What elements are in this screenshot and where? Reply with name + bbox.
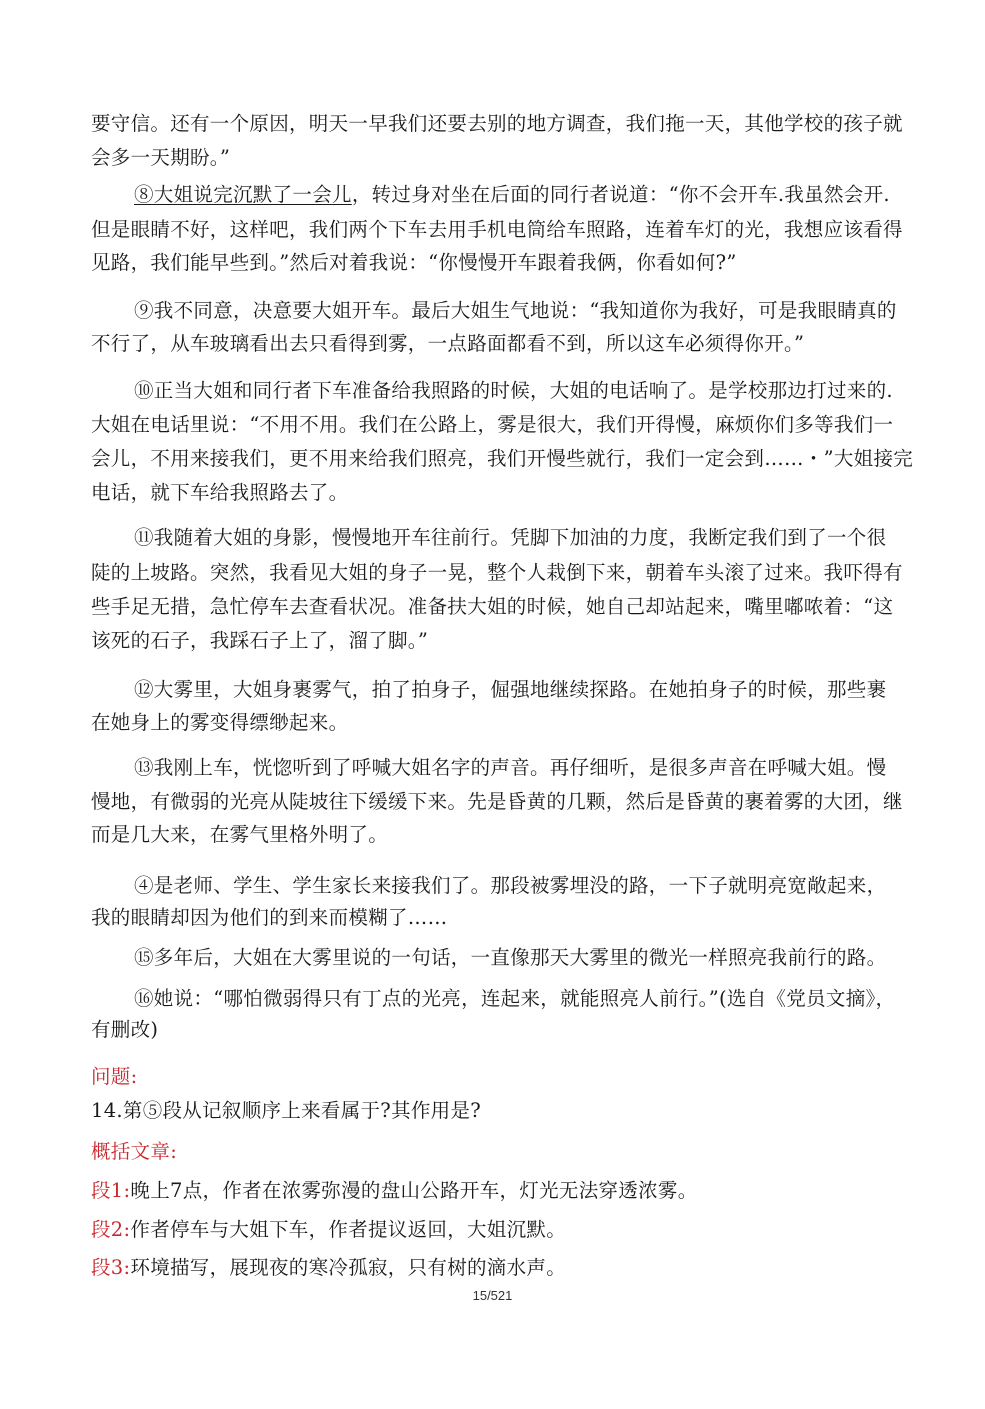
summary-item	[91, 1253, 566, 1283]
summary-item-label: 段2:	[91, 1218, 131, 1241]
summary-heading: 概括文章:	[91, 1140, 178, 1163]
summary-item-text: 晚上7点，作者在浓雾弥漫的盘山公路开车，灯光无法穿透浓雾。	[130, 1179, 698, 1202]
p10-line1: ⑩正当大姐和同行者下车准备给我照路的时候，大姐的电话响了。是学校那边打过来的.	[134, 379, 893, 402]
p11-line1: ⑪我随着大姐的身影，慢慢地开车往前行。凭脚下加油的力度，我断定我们到了一个很	[134, 526, 887, 549]
p10-line2: 大姐在电话里说：“不用不用。我们在公路上，雾是很大，我们开得慢，麻烦你们多等我们一	[91, 413, 894, 436]
p8-line1-rest: ，转过身对坐在后面的同行者说道：“你不会开车.我虽然会开.	[351, 183, 890, 206]
p10-line3: 会儿，不用来接我们，更不用来给我们照亮，我们开慢些就行，我们一定会到……・”大姐接完	[91, 447, 914, 470]
p8-line3: 见路，我们能早些到。”然后对着我说：“你慢慢开车跟着我俩，你看如何?”	[91, 251, 737, 274]
p15-line1: ⑮多年后，大姐在大雾里说的一句话，一直像那天大雾里的微光一样照亮我前行的路。	[134, 946, 887, 969]
p9-line2: 不行了，从车玻璃看出去只看得到雾，一点路面都看不到，所以这车必须得你开。”	[91, 332, 805, 355]
p7-line1: 要守信。还有一个原因，明天一早我们还要去别的地方调查，我们拖一天，其他学校的孩子就	[91, 112, 903, 135]
question-heading: 问题:	[91, 1065, 138, 1088]
p16-line2: 有删改)	[91, 1018, 159, 1041]
p8-line2: 但是眼睛不好，这样吧，我们两个下车去用手机电筒给车照路，连着车灯的光，我想应该看得	[91, 218, 903, 241]
p12-line1: ⑫大雾里，大姐身裹雾气，拍了拍身子，倔强地继续探路。在她拍身子的时候，那些裹	[134, 678, 887, 701]
p12-line2: 在她身上的雾变得缥缈起来。	[91, 711, 349, 734]
p13-line2: 慢地，有微弱的光亮从陡坡往下缓缓下来。先是昏黄的几颗，然后是昏黄的裹着雾的大团，继	[91, 790, 903, 813]
p11-line4: 该死的石子，我踩石子上了，溜了脚。”	[91, 629, 429, 652]
summary-item-text: 环境描写，展现夜的寒冷孤寂，只有树的滴水声。	[130, 1256, 566, 1279]
p9-line1: ⑨我不同意，决意要大姐开车。最后大姐生气地说：“我知道你为我好，可是我眼睛真的	[134, 299, 897, 322]
p13-line1: ⑬我刚上车，恍惚听到了呼喊大姐名字的声音。再仔细听，是很多声音在呼喊大姐。慢	[134, 756, 887, 779]
question-text: 14.第⑤段从记叙顺序上来看属于?其作用是?	[91, 1099, 482, 1122]
summary-item-label: 段1:	[91, 1179, 131, 1202]
p11-line3: 些手足无措，急忙停车去查看状况。准备扶大姐的时候，她自己却站起来，嘴里嘟哝着：“这	[91, 595, 894, 618]
summary-item-text: 作者停车与大姐下车，作者提议返回，大姐沉默。	[130, 1218, 566, 1241]
summary-item-label: 段3:	[91, 1256, 131, 1279]
p16-line1: ⑯她说：“哪怕微弱得只有丁点的光亮，连起来，就能照亮人前行。”(选自《党员文摘》，	[134, 987, 896, 1010]
p11-line2: 陡的上坡路。突然，我看见大姐的身子一晃，整个人栽倒下来，朝着车头滚了过来。我吓得有	[91, 561, 903, 584]
p14-line2: 我的眼睛却因为他们的到来而模糊了……	[91, 906, 448, 929]
summary-item	[91, 1176, 698, 1206]
page-number: 15/521	[472, 1288, 513, 1303]
p14-line1: ④是老师、学生、学生家长来接我们了。那段被雾埋没的路，一下子就明亮宽敞起来，	[134, 874, 887, 897]
p8-line1	[134, 180, 890, 210]
p13-line3: 而是几大来，在雾气里格外明了。	[91, 823, 389, 846]
p8-underlined-phrase: ⑧大姐说完沉默了一会儿	[134, 183, 352, 206]
p7-line2: 会多一天期盼。”	[91, 146, 231, 169]
p10-line4: 电话，就下车给我照路去了。	[91, 481, 349, 504]
summary-item	[91, 1215, 566, 1245]
